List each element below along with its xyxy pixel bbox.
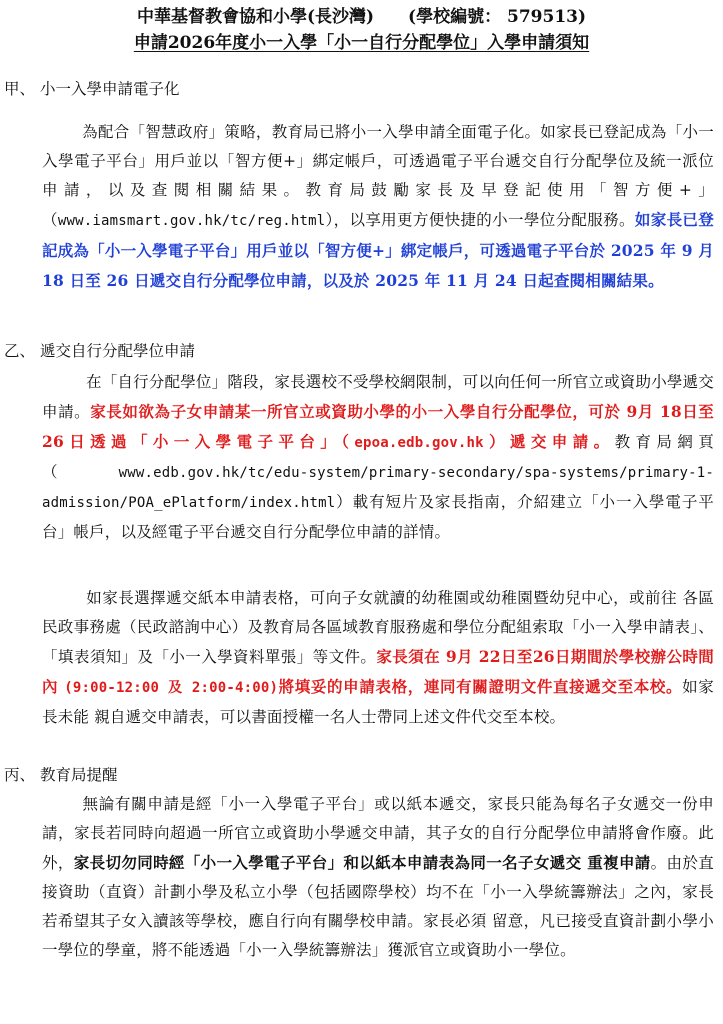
- section-b-deadline-a: 家長須在 9月 22日至26日期間於學校辦公時間內: [42, 647, 714, 696]
- section-b-number: 乙、: [4, 342, 36, 360]
- section-c-warning: 家長切勿同時經「小一入學電子平台」和以紙本申請表為同一名子女遞交 重複申請: [73, 853, 651, 872]
- header-line: [0, 6, 723, 28]
- section-c-heading: [4, 764, 118, 786]
- section-b-paper-text: 如家長選擇遞交紙本申請表格，可向子女就讀的幼稚園或幼稚園暨幼兒中心，或前往 各區民政事務處（民政諮詢中心）及教育局各區域教育服務處和學位分配組索取「小一入學申請表」、「填表須知」及「小一入學資料單張」等文件。: [42, 589, 714, 666]
- section-b-paper-end: 如家長未能 親自遞交申請表，可以書面授權一名人士帶同上述文件代交至本校。: [42, 678, 714, 726]
- school-name: 中華基督教會協和小學(長沙灣): [136, 7, 375, 27]
- section-a-highlight: 如家長已登記成為「小一入學電子平台」用戶並以「智方便+」綁定帳戶，可透過電子平台於 2025 年 9 月 18 日至 26 日遞交自行分配學位申請，以及於 2025 年 11 月 24 日起查閱相關結果。: [42, 210, 714, 290]
- section-a-text: 為配合「智慧政府」策略，教育局已將小一入學申請全面電子化。如家長已登記成為「小一入學電子平台」用戶並以「智方便+」綁定帳戶，可透過電子平台遞交自行分配學位及統一派位申請，以及查閱相關結果。教育局鼓勵家長及早登記使用「智方便+」 （: [42, 123, 714, 229]
- section-c-title: 教育局提醒: [40, 766, 118, 784]
- section-b-paragraph-2: [42, 584, 714, 732]
- section-b-highlight-a: 家長如欲為子女申請某一所官立或資助小學的小一入學自行分配學位，可於 9月 18日至26日透過「小一入學電子平台」（: [42, 402, 714, 451]
- epoa-url[interactable]: epoa.edb.gov.hk: [354, 435, 484, 451]
- section-a-title: 小一入學申請電子化: [40, 80, 180, 98]
- section-a-number: 甲、: [4, 80, 36, 98]
- document-title: [0, 32, 723, 54]
- office-hours: (9:00-12:00 及 2:00-4:00): [64, 680, 279, 696]
- section-c-text-end: 。由於直接資助（直資）計劃小學及私立小學（包括國際學校）均不在「小一入學統籌辦法」之內，家長若希望其子女入讀該等學校，應自行向有關學校申請。家長必須 留意，凡已接受直資計劃小學小一學位的學童，將不能透過「小一入學統籌辦法」獲派官立或資助小一學位。: [42, 854, 714, 959]
- section-c-paragraph: [42, 790, 714, 965]
- section-b-edb-text: 教育局網頁 （: [42, 433, 714, 481]
- section-b-text: 在「自行分配學位」階段，家長選校不受學校網限制，可以向任何一所官立或資助小學遞交申請。: [42, 373, 715, 421]
- section-b-title: 遞交自行分配學位申請: [40, 342, 196, 360]
- section-b-highlight-b: ）遞交申請。: [483, 432, 615, 451]
- section-b-highlight: [42, 402, 714, 451]
- section-b-deadline-b: 將填妥的申請表格，連同有關證明文件直接遞交至本校。: [278, 677, 683, 696]
- section-a-text-after: ），以享用更方便快捷的小一學位分配服務。: [325, 211, 635, 229]
- edb-url[interactable]: www.edb.gov.hk/tc/edu-system/primary-secondary/spa-systems/primary-1-admission/POA_ePlatform/index.html: [42, 465, 714, 511]
- section-c-text: 無論有關申請是經「小一入學電子平台」或以紙本遞交，家長只能為每名子女遞交一份申請，家長若同時向超過一所官立或資助小學遞交申請，其子女的自行分配學位申請將會作廢。此外，: [42, 795, 714, 872]
- section-c-number: 丙、: [4, 766, 36, 784]
- section-a-paragraph: [42, 118, 714, 296]
- document-title-text: 申請2026年度小一入學「小一自行分配學位」入學申請須知: [133, 33, 590, 53]
- section-b-paragraph-1: [42, 368, 714, 547]
- section-b-text-end: ）載有短片及家長指南，介紹建立「小一入學電子平台」帳戶，以及經電子平台遞交自行分配學位申請的詳情。: [42, 493, 714, 541]
- section-a-heading: [4, 78, 180, 100]
- iamsmart-url[interactable]: www.iamsmart.gov.hk/tc/reg.html: [57, 213, 326, 229]
- section-b-heading: [4, 340, 195, 362]
- school-code: (學校編號： 579513): [408, 7, 587, 27]
